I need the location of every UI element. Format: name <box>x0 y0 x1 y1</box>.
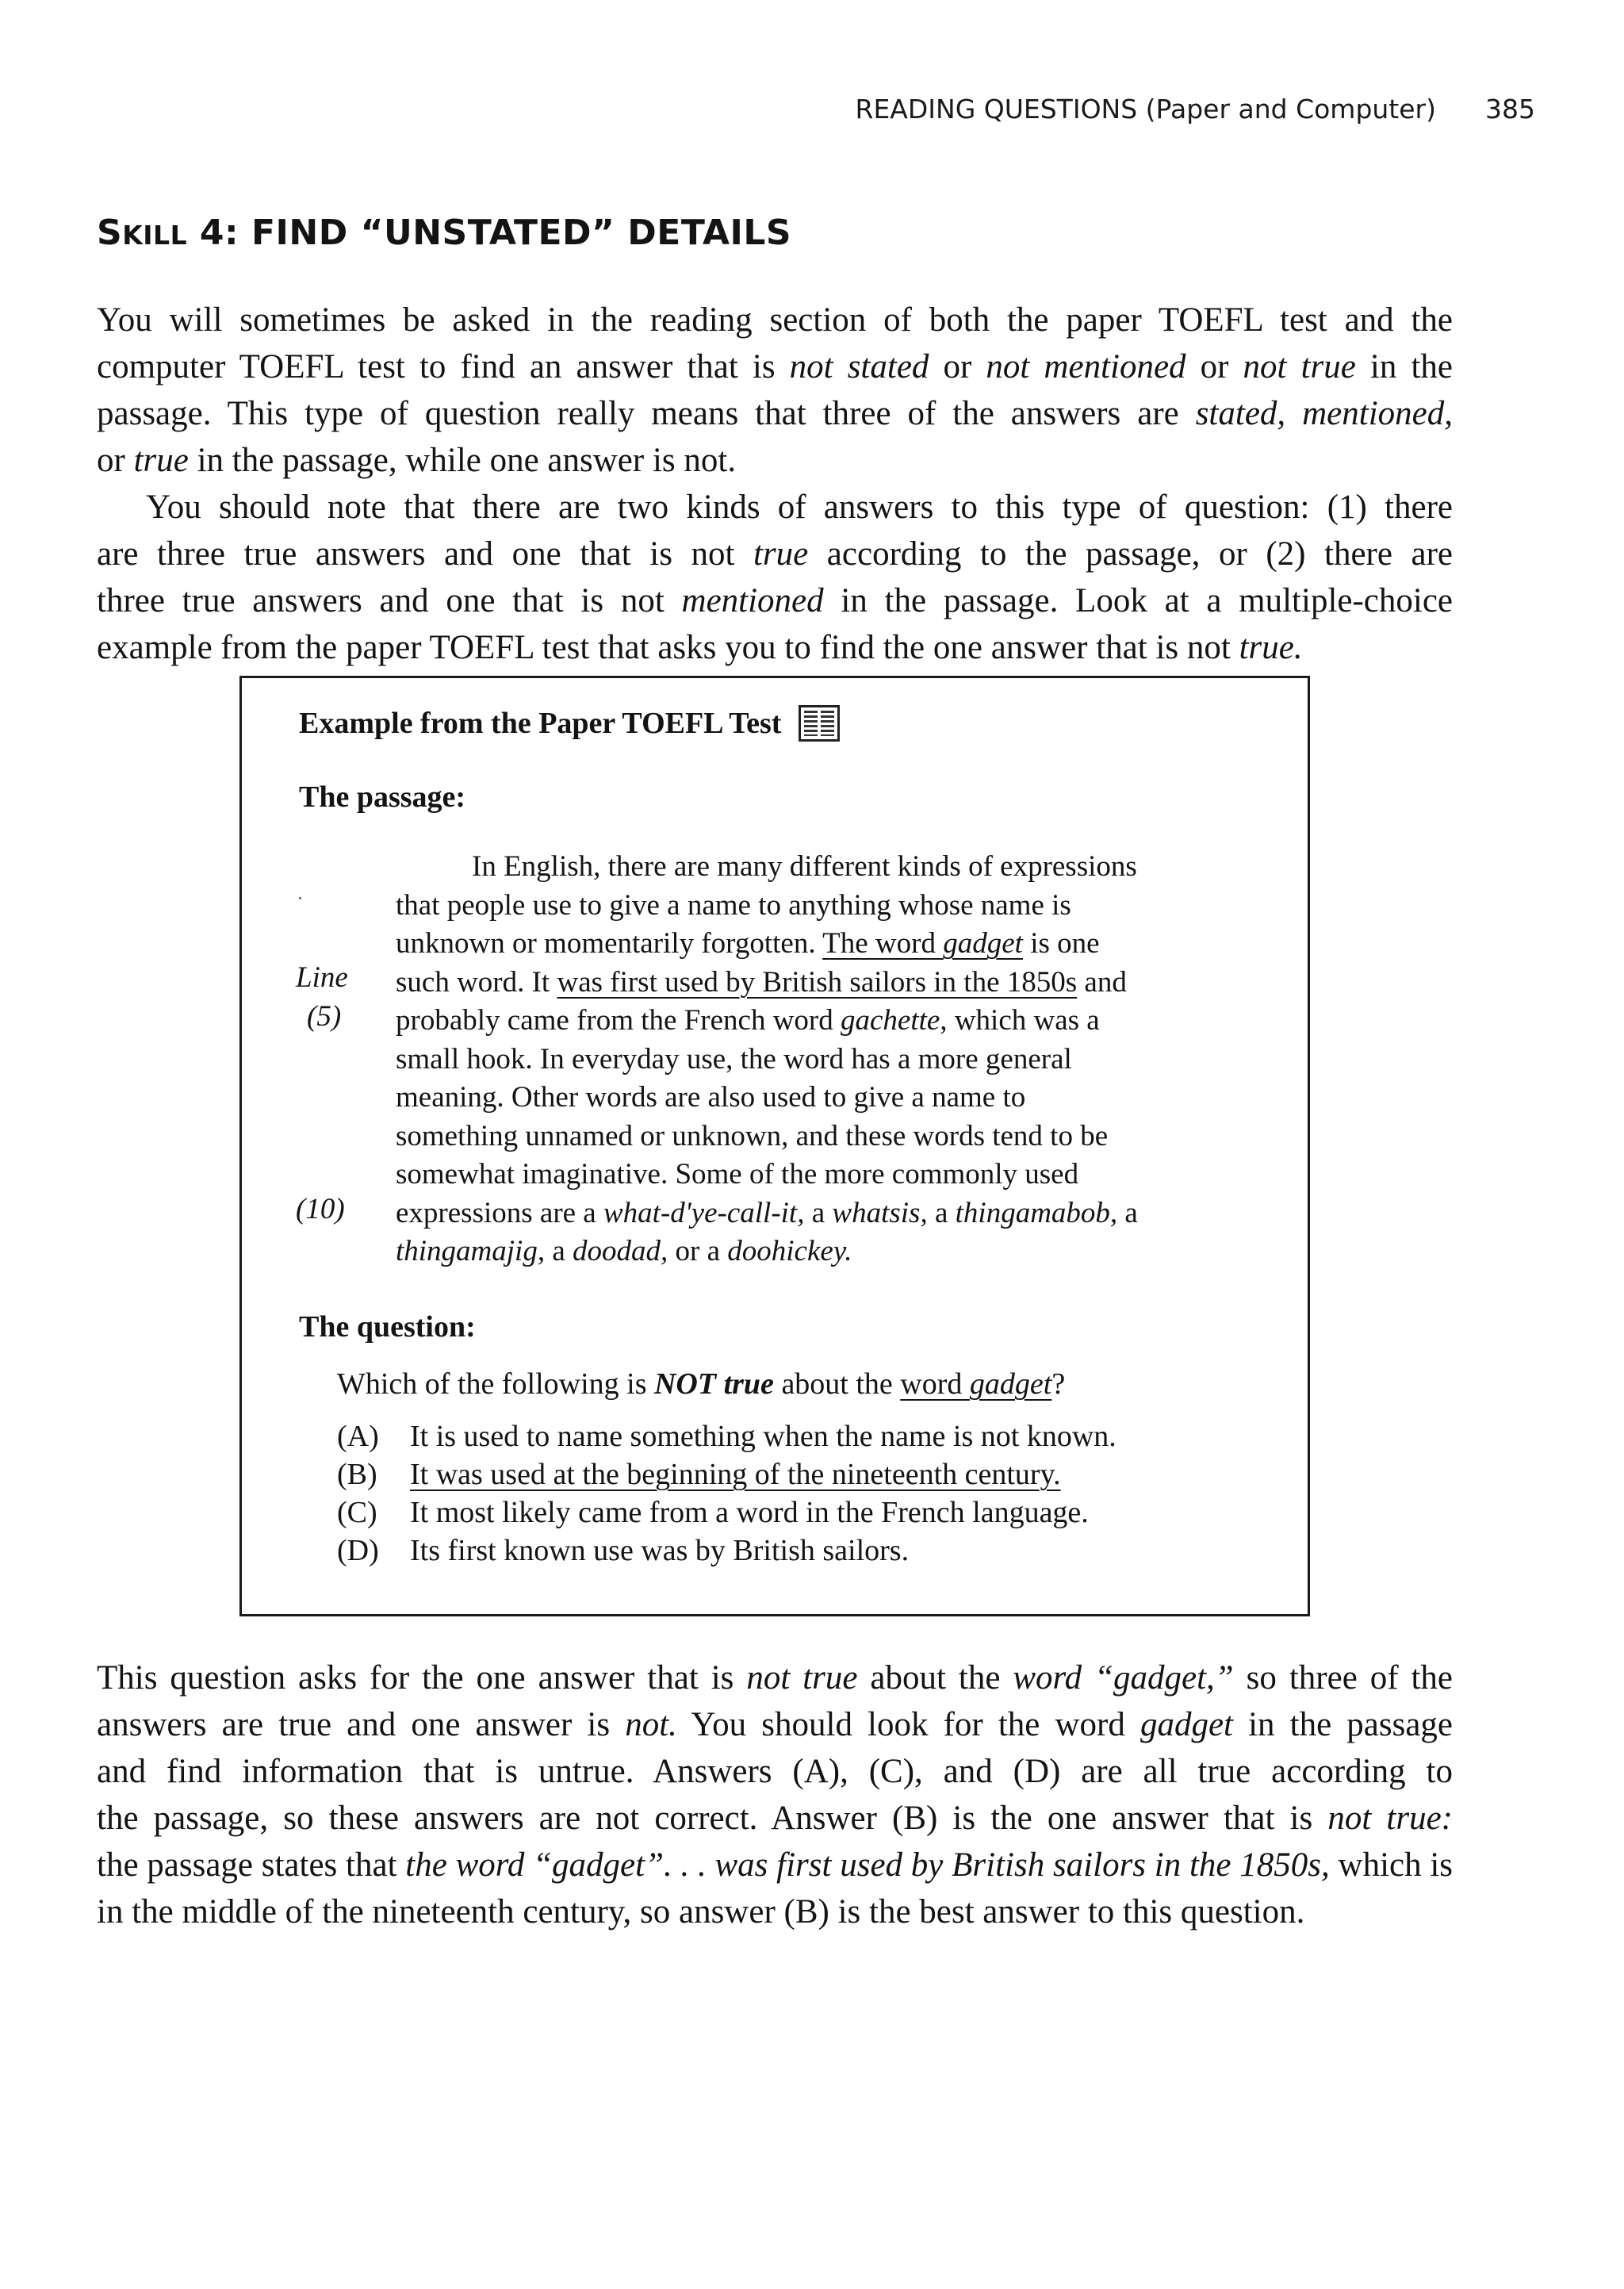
page-number: 385 <box>1485 94 1535 125</box>
text-run: example from the paper TOEFL test that asks you to find the one answer that is not <box>97 629 1239 666</box>
explanation-line <box>97 1654 1453 1701</box>
intro-line <box>97 531 1453 577</box>
text-run: not true <box>746 1659 858 1697</box>
passage-line <box>396 1002 1284 1041</box>
text-run: or a <box>668 1235 728 1267</box>
text-run: so three of the <box>1233 1659 1453 1697</box>
answer-option-c <box>337 1493 1116 1532</box>
option-letter: (C) <box>337 1496 377 1529</box>
text-run: whatsis, <box>832 1196 928 1229</box>
text-run: You should note that there are two kinds of answers to this type of question: (1) there <box>146 489 1453 526</box>
question-text <box>337 1367 1065 1401</box>
text-run: and find information that is untrue. Answers (A), (C), and (D) are all true according to <box>97 1753 1453 1790</box>
explanation-text <box>97 1654 1453 1935</box>
passage-text <box>396 848 1284 1271</box>
text-run: in the passage <box>1233 1706 1454 1743</box>
passage-line <box>396 925 1284 964</box>
text-run: such word. It <box>396 965 557 999</box>
text-run: gadget <box>1139 1706 1233 1743</box>
option-text: Its first known use was by British sailors. <box>410 1534 910 1567</box>
option-text: It is used to name something when the name is not known. <box>410 1420 1116 1453</box>
answer-options <box>337 1417 1116 1570</box>
text-run: what-d'ye-call-it, <box>603 1196 805 1229</box>
text-run: not mentioned <box>986 348 1186 385</box>
text-run: stated, mentioned, <box>1195 395 1453 432</box>
option-text: It was used at the beginning of the nineteenth century. <box>410 1458 1061 1491</box>
text-run: true <box>133 442 189 479</box>
passage-line <box>396 1079 1284 1118</box>
passage-line <box>396 848 1284 887</box>
underlined-text <box>900 1367 1051 1401</box>
text-run: ? <box>1051 1367 1066 1401</box>
explanation-line <box>97 1701 1453 1748</box>
text-run: doohickey. <box>727 1235 852 1267</box>
option-text: It most likely came from a word in the French language. <box>410 1496 1089 1529</box>
option-letter: (D) <box>337 1534 379 1567</box>
text-run: the passage states that <box>97 1846 406 1884</box>
intro-line <box>97 297 1453 343</box>
passage-line <box>396 1041 1284 1079</box>
text-run: about the <box>857 1659 1013 1697</box>
intro-text <box>97 297 1453 671</box>
margin-dot <box>299 897 301 899</box>
section-title: READING QUESTIONS (Paper and Computer) <box>855 94 1436 125</box>
example-box <box>239 676 1310 1616</box>
question-label: The question: <box>299 1310 476 1344</box>
text-run: This question asks for the one answer that is <box>97 1659 747 1697</box>
intro-paragraph-1 <box>97 297 1453 484</box>
text-run: small hook. In everyday use, the word has a more general <box>396 1042 1072 1075</box>
text-run: answers are true and one answer is <box>97 1706 626 1743</box>
text-run: a <box>804 1196 833 1229</box>
text-run: expressions are a <box>396 1196 603 1229</box>
text-run: not true <box>1243 348 1356 385</box>
text-run: according to the passage, or (2) there are <box>808 535 1453 573</box>
example-title <box>299 705 840 742</box>
running-header <box>856 94 1535 125</box>
text-run: the word “gadget”. . . was first used by British sailors in the 1850s, <box>405 1846 1330 1884</box>
text-run: in the passage. Look at a multiple-choice <box>823 582 1454 619</box>
text-run: word <box>900 1367 970 1401</box>
text-run: or <box>1185 348 1243 385</box>
text-run: meaning. Other words are also used to give a name to <box>396 1081 1026 1114</box>
line-label-10: (10) <box>296 1193 345 1225</box>
text-run: You will sometimes be asked in the reading section of both the paper TOEFL test and the <box>97 301 1453 339</box>
text-run: passage. This type of question really means that three of the answers are <box>97 395 1196 432</box>
explanation-line <box>97 1888 1453 1935</box>
text-run: probably came from the French word <box>396 1004 841 1037</box>
text-run: In English, there are many different kinds of expressions <box>472 850 1137 883</box>
text-run: not. <box>625 1706 677 1743</box>
explanation-line <box>97 1748 1453 1795</box>
passage-line <box>396 1118 1284 1156</box>
text-run: in the <box>1355 348 1453 385</box>
passage-label: The passage: <box>299 780 466 814</box>
line-label-5: (5) <box>307 1000 342 1033</box>
example-title-text: Example from the Paper TOEFL Test <box>299 707 782 740</box>
text-run: doodad, <box>573 1235 668 1267</box>
intro-line <box>97 437 1453 484</box>
skill-title: FIND “UNSTATED” DETAILS <box>251 213 792 253</box>
skill-number: 4: <box>187 213 251 253</box>
intro-line <box>97 624 1453 671</box>
text-run: three true answers and one that is not <box>97 582 682 619</box>
underlined-text: was first used by British sailors in the 1850s <box>557 965 1078 999</box>
text-run: in the passage, while one answer is not. <box>188 442 737 479</box>
intro-line <box>97 390 1453 437</box>
intro-paragraph-2 <box>97 484 1453 671</box>
text-run: somewhat imaginative. Some of the more commonly used <box>396 1158 1079 1191</box>
explanation-line <box>97 1842 1453 1888</box>
answer-option-a <box>337 1417 1116 1455</box>
passage-line <box>396 887 1284 926</box>
text-run: something unnamed or unknown, and these words tend to be <box>396 1119 1109 1152</box>
skill-prefix-kill: KILL <box>122 220 188 251</box>
text-run: a <box>545 1235 573 1267</box>
text-run: a <box>927 1196 956 1229</box>
text-run: You should look for the word <box>676 1706 1140 1743</box>
passage-line <box>396 1156 1284 1194</box>
text-run: computer TOEFL test to find an answer that is <box>97 348 790 385</box>
text-run: the passage, so these answers are not correct. Answer (B) is the one answer that is <box>97 1800 1328 1837</box>
text-run: that people use to give a name to anything whose name is <box>396 888 1071 922</box>
text-run: not true: <box>1327 1800 1453 1837</box>
text-run: gadget <box>943 927 1023 960</box>
answer-option-b <box>337 1455 1116 1493</box>
intro-line <box>97 577 1453 624</box>
text-run: true <box>753 535 809 573</box>
explanation-paragraph <box>97 1654 1453 1935</box>
text-run: gachette, <box>840 1004 948 1037</box>
text-run: thingamajig, <box>396 1235 546 1267</box>
explanation-line <box>97 1795 1453 1842</box>
underlined-text <box>822 927 1023 960</box>
text-run: NOT true <box>653 1367 774 1401</box>
text-run: thingamabob, <box>955 1196 1118 1229</box>
passage-line <box>396 1233 1284 1271</box>
line-label-line: Line <box>296 961 348 994</box>
text-run: which was a <box>947 1004 1100 1037</box>
text-run: The word <box>822 927 944 960</box>
text-run: a <box>1117 1196 1138 1229</box>
text-run: about the <box>773 1367 901 1401</box>
text-run: or <box>929 348 986 385</box>
text-run: not stated <box>789 348 929 385</box>
answer-option-d <box>337 1532 1116 1570</box>
text-run: unknown or momentarily forgotten. <box>396 927 823 960</box>
text-run: are three true answers and one that is not <box>97 535 753 573</box>
skill-heading <box>97 213 791 253</box>
text-run: gadget <box>969 1367 1052 1401</box>
text-run: in the middle of the nineteenth century, so answer (B) is the best answer to this question. <box>97 1893 1305 1931</box>
text-run: is one <box>1022 927 1100 960</box>
passage-line <box>396 964 1284 1003</box>
option-letter: (A) <box>337 1420 379 1453</box>
text-run: word “gadget,” <box>1013 1659 1234 1697</box>
text-run: mentioned <box>681 582 824 619</box>
text-run: which is <box>1329 1846 1454 1884</box>
text-run: or <box>97 442 134 479</box>
book-icon <box>799 705 840 742</box>
skill-prefix-s: S <box>97 213 123 253</box>
passage-line <box>396 1194 1284 1233</box>
option-letter: (B) <box>337 1458 377 1491</box>
text-run: true. <box>1239 629 1303 666</box>
text-run: Which of the following is <box>337 1367 654 1401</box>
text-run: and <box>1077 965 1127 999</box>
intro-line <box>97 343 1453 390</box>
intro-line <box>97 484 1453 531</box>
